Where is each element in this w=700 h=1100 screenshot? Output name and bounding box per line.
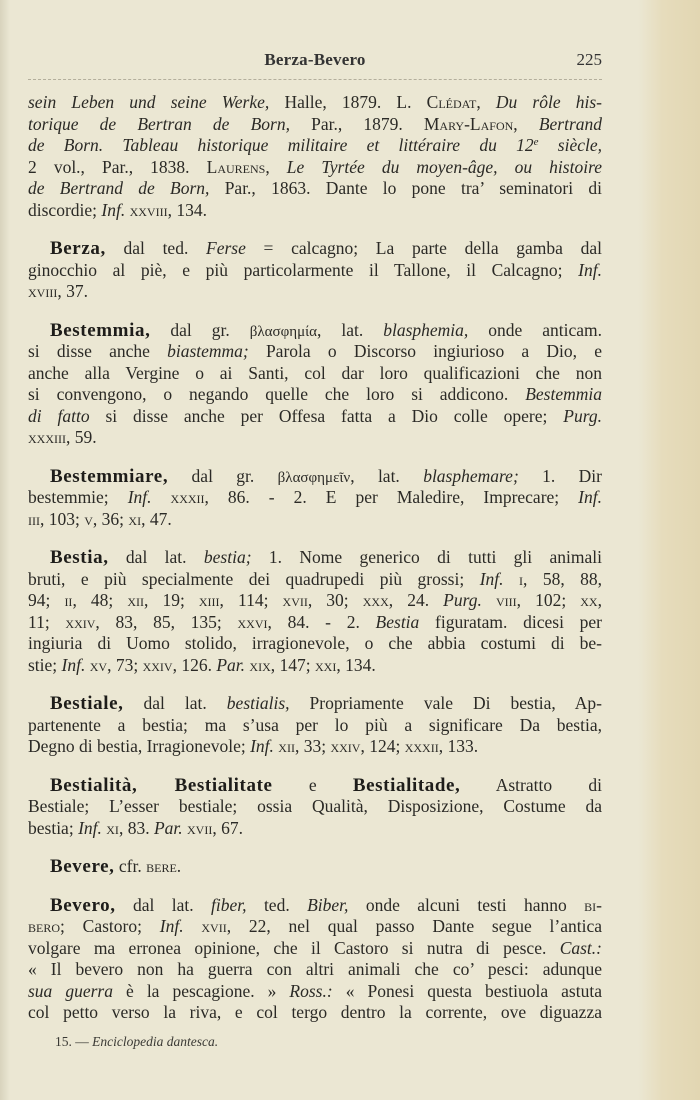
- text-line: [28, 796, 602, 818]
- text-line: [28, 633, 602, 655]
- italic-text: Par.: [216, 654, 246, 675]
- text: , 47.: [141, 508, 172, 529]
- text-line: [28, 363, 602, 385]
- text: ingiuria di Uomo stolido, irragionevole, o che abbia costumi di be-: [28, 633, 602, 653]
- text: , 24.: [388, 590, 444, 610]
- headword: Bestia,: [50, 547, 109, 568]
- italic-text: Inf.: [578, 259, 602, 280]
- text-line: [28, 200, 602, 222]
- italic-text: fiber,: [211, 894, 247, 915]
- italic-text: Inf.: [101, 199, 126, 220]
- text-line: [28, 427, 602, 449]
- italic-text: sua guerra: [28, 980, 113, 1001]
- italic-text: Inf.: [78, 817, 102, 838]
- text: dal lat.: [108, 547, 204, 567]
- italic-text: Inf.: [61, 654, 86, 675]
- text: 1. Dir: [518, 465, 602, 486]
- text-line: [28, 509, 602, 531]
- text-line: [28, 238, 602, 260]
- dictionary-entry: [28, 466, 602, 531]
- text: si convengono, o negando quelle che loro si addicono.: [28, 384, 526, 404]
- text: , 22, nel qual passo Dante segue l’antica: [226, 916, 602, 936]
- text: bestia;: [28, 817, 79, 838]
- text: .: [176, 856, 182, 876]
- small-caps-text: bi-: [584, 894, 602, 915]
- text-line: [28, 959, 602, 981]
- text: dal lat.: [123, 693, 227, 713]
- text-line: [28, 384, 602, 406]
- small-caps-text: Clédat: [426, 92, 477, 112]
- small-caps-text: xii: [278, 736, 295, 756]
- dictionary-entry: [28, 693, 602, 758]
- italic-text: Par.: [153, 817, 183, 838]
- text: , 83, 85, 135;: [95, 611, 238, 632]
- text-line: [28, 590, 602, 612]
- text-line: [28, 320, 602, 342]
- small-caps-text: ii: [64, 590, 73, 610]
- text-line: [28, 547, 602, 569]
- italic-text: Du rôle his-: [495, 92, 602, 112]
- small-caps-text: xxxii: [404, 736, 439, 756]
- text: ted.: [246, 894, 308, 915]
- italic-text: Inf.: [127, 487, 152, 507]
- text: = calcagno; La parte della gamba dal: [245, 238, 602, 258]
- text: , 58, 88,: [522, 568, 602, 589]
- text-line: [28, 895, 602, 917]
- text: Parola o Discorso ingiurioso a Dio, e: [248, 341, 602, 361]
- page-left-edge: [0, 0, 10, 1100]
- italic-text: Ross.:: [289, 980, 333, 1001]
- text: Astratto di: [460, 774, 602, 795]
- running-title: Berza-Bevero: [264, 50, 366, 69]
- text: , 19;: [144, 590, 199, 610]
- superscript: e: [533, 136, 539, 148]
- text-line: [28, 612, 602, 634]
- footnote-signature: [55, 1034, 218, 1050]
- text: onde alcuni testi hanno: [348, 894, 585, 915]
- text: , 126.: [172, 654, 217, 675]
- text-line: [28, 981, 602, 1003]
- text: [152, 487, 171, 507]
- small-caps-text: v: [84, 508, 93, 529]
- italic-text: Cast.:: [559, 937, 602, 958]
- text: , 73;: [107, 654, 143, 675]
- text: « Il bevero non ha guerra con altri animali che co’ pesci: adunque: [28, 959, 602, 979]
- text-line: [28, 655, 602, 677]
- small-caps-text: xi: [106, 817, 119, 838]
- small-caps-text: xxxii: [170, 487, 205, 507]
- small-caps-text: Laurens: [206, 156, 266, 177]
- text: ; Castoro;: [60, 916, 160, 936]
- dictionary-entries: [28, 92, 602, 1041]
- small-caps-text: xiii: [198, 590, 220, 610]
- small-caps-text: i: [518, 568, 523, 589]
- text: bestemmie;: [28, 487, 128, 507]
- headword: Bestiale,: [50, 693, 124, 714]
- text-line: [28, 775, 602, 797]
- text: bruti, e più specialmente dei quadrupedi più grossi;: [28, 568, 480, 589]
- text: [184, 916, 202, 936]
- small-caps-text: xvii: [282, 590, 308, 610]
- text-line: [28, 818, 602, 840]
- text: 1. Nome generico di tutti gli animali: [251, 547, 602, 567]
- text-line: [28, 487, 602, 509]
- text: , 147;: [270, 654, 315, 675]
- small-caps-text: xviii: [28, 281, 58, 301]
- text: partenente a bestia; ma s’usa per lo più a significare Da bestia,: [28, 714, 602, 735]
- small-caps-text: bero: [28, 916, 61, 936]
- text-line: [28, 466, 602, 488]
- headword: Berza,: [50, 238, 106, 259]
- dictionary-entry: [28, 238, 602, 303]
- italic-text: Purg.: [563, 405, 602, 426]
- italic-text: Inf.: [250, 736, 274, 756]
- text: [482, 590, 496, 610]
- italic-text: Bestia: [375, 611, 420, 632]
- italic-text: sein Leben und seine Werke,: [28, 92, 270, 112]
- text: , 84. - 2.: [267, 611, 376, 632]
- text: , 114;: [219, 590, 283, 610]
- headword: Bestemmiare,: [50, 465, 169, 487]
- italic-text: Le Tyrtée du moyen-âge, ou histoire: [286, 156, 602, 177]
- small-caps-text: iii: [28, 508, 40, 529]
- text-line: [28, 715, 602, 737]
- text-line: [28, 1002, 602, 1024]
- text: e: [272, 774, 353, 795]
- text: si disse anche per Offesa fatta a Dio colle opere;: [89, 405, 564, 426]
- text-line: [28, 916, 602, 938]
- small-caps-text: xi: [128, 508, 142, 529]
- italic-text: Inf.: [578, 487, 602, 507]
- text: « Ponesi questa bestiuola astuta: [332, 980, 602, 1001]
- text: , lat.: [350, 465, 424, 486]
- dictionary-entry: [28, 856, 602, 878]
- text: volgare ma erronea opinione, che il Castoro si nutra di pesce.: [28, 937, 560, 958]
- text: Degno di bestia, Irragionevole;: [28, 736, 251, 756]
- small-caps-text: xxviii: [129, 199, 168, 220]
- small-caps-text: xxiv: [65, 611, 96, 632]
- page-number: 225: [576, 50, 602, 69]
- text: , 30;: [307, 590, 363, 610]
- text-line: [28, 260, 602, 282]
- text-line: [28, 736, 602, 758]
- italic-text: blasphemare;: [423, 465, 519, 486]
- text-line: [28, 569, 602, 591]
- italic-text: bestia;: [203, 547, 252, 567]
- text-line: [28, 135, 602, 157]
- text: , 36;: [92, 508, 129, 529]
- signature-title: Enciclopedia dantesca.: [92, 1034, 219, 1049]
- text: Halle, 1879. L.: [269, 92, 427, 112]
- text: stie;: [28, 654, 62, 675]
- text: , 59.: [66, 427, 97, 447]
- italic-text: biastemma;: [167, 341, 249, 361]
- page-right-edge: [638, 0, 700, 1100]
- text: , 103;: [40, 508, 85, 529]
- small-caps-text: xii: [127, 590, 144, 610]
- text: dal gr.: [168, 465, 278, 486]
- text: si disse anche: [28, 341, 168, 361]
- text: , 102;: [516, 590, 581, 610]
- italic-text: de Born. Tableau historique militaire et littéraire du 12: [28, 135, 534, 155]
- text: , 133.: [438, 736, 479, 756]
- italic-text: siècle,: [538, 135, 602, 155]
- text: col petto verso la riva, e col tergo dentro la corrente, ove diguazza: [28, 1002, 602, 1022]
- dictionary-entry: [28, 895, 602, 1024]
- text: discordie;: [28, 199, 102, 220]
- text: , lat.: [317, 319, 384, 340]
- headword: Bevere,: [50, 856, 115, 877]
- small-caps-text: xvii: [187, 817, 213, 838]
- text: ,: [265, 156, 287, 177]
- text-line: [28, 157, 602, 179]
- small-caps-text: xxiv: [330, 736, 361, 756]
- italic-text: torique de Bertran de Born,: [28, 113, 290, 134]
- text-line: [28, 178, 602, 200]
- text: Propriamente vale Di bestia, Ap-: [289, 693, 602, 713]
- headword: Bestialitade,: [352, 774, 461, 796]
- text-line: [28, 114, 602, 136]
- dictionary-entry: [28, 547, 602, 676]
- text: ,: [476, 92, 496, 112]
- text: , 48;: [72, 590, 128, 610]
- text: figuratam. dicesi per: [419, 611, 602, 632]
- small-caps-text: xxxiii: [28, 427, 66, 447]
- text: Par., 1879.: [289, 113, 424, 134]
- header-rule: [28, 79, 602, 80]
- small-caps-text: xxvi: [237, 611, 268, 632]
- small-caps-text: xxi: [314, 654, 337, 675]
- text: ,: [597, 590, 602, 610]
- small-caps-text: bere: [146, 856, 177, 876]
- text-line: [28, 856, 602, 878]
- text: , 83.: [118, 817, 154, 838]
- text: ,: [513, 113, 539, 134]
- headword: Bevero,: [50, 894, 116, 916]
- text-line: [28, 341, 602, 363]
- text: , 134.: [167, 199, 207, 220]
- text-line: [28, 693, 602, 715]
- small-caps-text: xvii: [201, 916, 227, 936]
- small-caps-text: xv: [89, 654, 108, 675]
- text: , 134.: [336, 654, 376, 675]
- text: [504, 569, 519, 589]
- text: dal gr.: [150, 319, 250, 340]
- headword: Bestemmia,: [50, 319, 151, 341]
- italic-text: Inf.: [159, 916, 184, 936]
- italic-text: Biber,: [307, 894, 349, 915]
- text: ginocchio al piè, e più particolarmente il Tallone, il Calcagno;: [28, 259, 579, 280]
- text: è la pescagione. »: [112, 980, 290, 1001]
- small-caps-text: xix: [249, 654, 271, 675]
- text: Par., 1863. Dante lo pone tra’ seminatori di: [209, 178, 602, 198]
- greek-text: βλασφημία: [249, 323, 318, 340]
- small-caps-text: Mary-Lafon: [423, 113, 514, 134]
- text: , 33;: [294, 736, 331, 756]
- small-caps-text: xxiv: [142, 654, 173, 675]
- text: anche alla Vergine o ai Santi, col dar loro qualificazioni che non: [28, 362, 602, 383]
- italic-text: Bertrand: [538, 113, 602, 134]
- italic-text: Bestemmia: [525, 384, 602, 404]
- text-line: [28, 938, 602, 960]
- text: 94;: [28, 590, 65, 610]
- italic-text: blasphemia,: [383, 319, 469, 340]
- text: , 124;: [360, 736, 405, 756]
- italic-text: Ferse: [206, 238, 246, 258]
- italic-text: bestialis,: [226, 693, 290, 713]
- italic-text: Purg.: [443, 590, 482, 610]
- greek-text: βλασφημεῖν: [277, 469, 351, 486]
- text: 2 vol., Par., 1838.: [28, 156, 207, 177]
- italic-text: de Bertrand de Born,: [28, 178, 210, 198]
- text: , 67.: [212, 817, 243, 838]
- italic-text: di fatto: [28, 405, 90, 426]
- continued-paragraph: [28, 92, 602, 221]
- text: Bestiale; L’esser bestiale; ossia Qualità, Disposizione, Costume da: [28, 796, 602, 816]
- text-line: [28, 92, 602, 114]
- dictionary-entry: [28, 320, 602, 449]
- text: cfr.: [114, 856, 147, 876]
- dictionary-entry: [28, 775, 602, 840]
- text: , 86. - 2. E per Maledire, Imprecare;: [204, 487, 579, 507]
- small-caps-text: viii: [495, 590, 517, 610]
- running-header: [28, 50, 602, 74]
- italic-text: Inf.: [479, 568, 504, 589]
- small-caps-text: xxx: [362, 590, 389, 610]
- text-line: [28, 406, 602, 428]
- text: dal lat.: [115, 894, 212, 915]
- small-caps-text: xx: [580, 590, 598, 610]
- text: , 37.: [57, 281, 88, 301]
- text: dal ted.: [105, 238, 206, 258]
- text-line: [28, 281, 602, 303]
- headword: Bestialità, Bestialitate: [50, 774, 273, 796]
- text: onde anticam.: [468, 319, 602, 340]
- text: 11;: [28, 611, 66, 632]
- signature-number: 15. —: [55, 1034, 93, 1049]
